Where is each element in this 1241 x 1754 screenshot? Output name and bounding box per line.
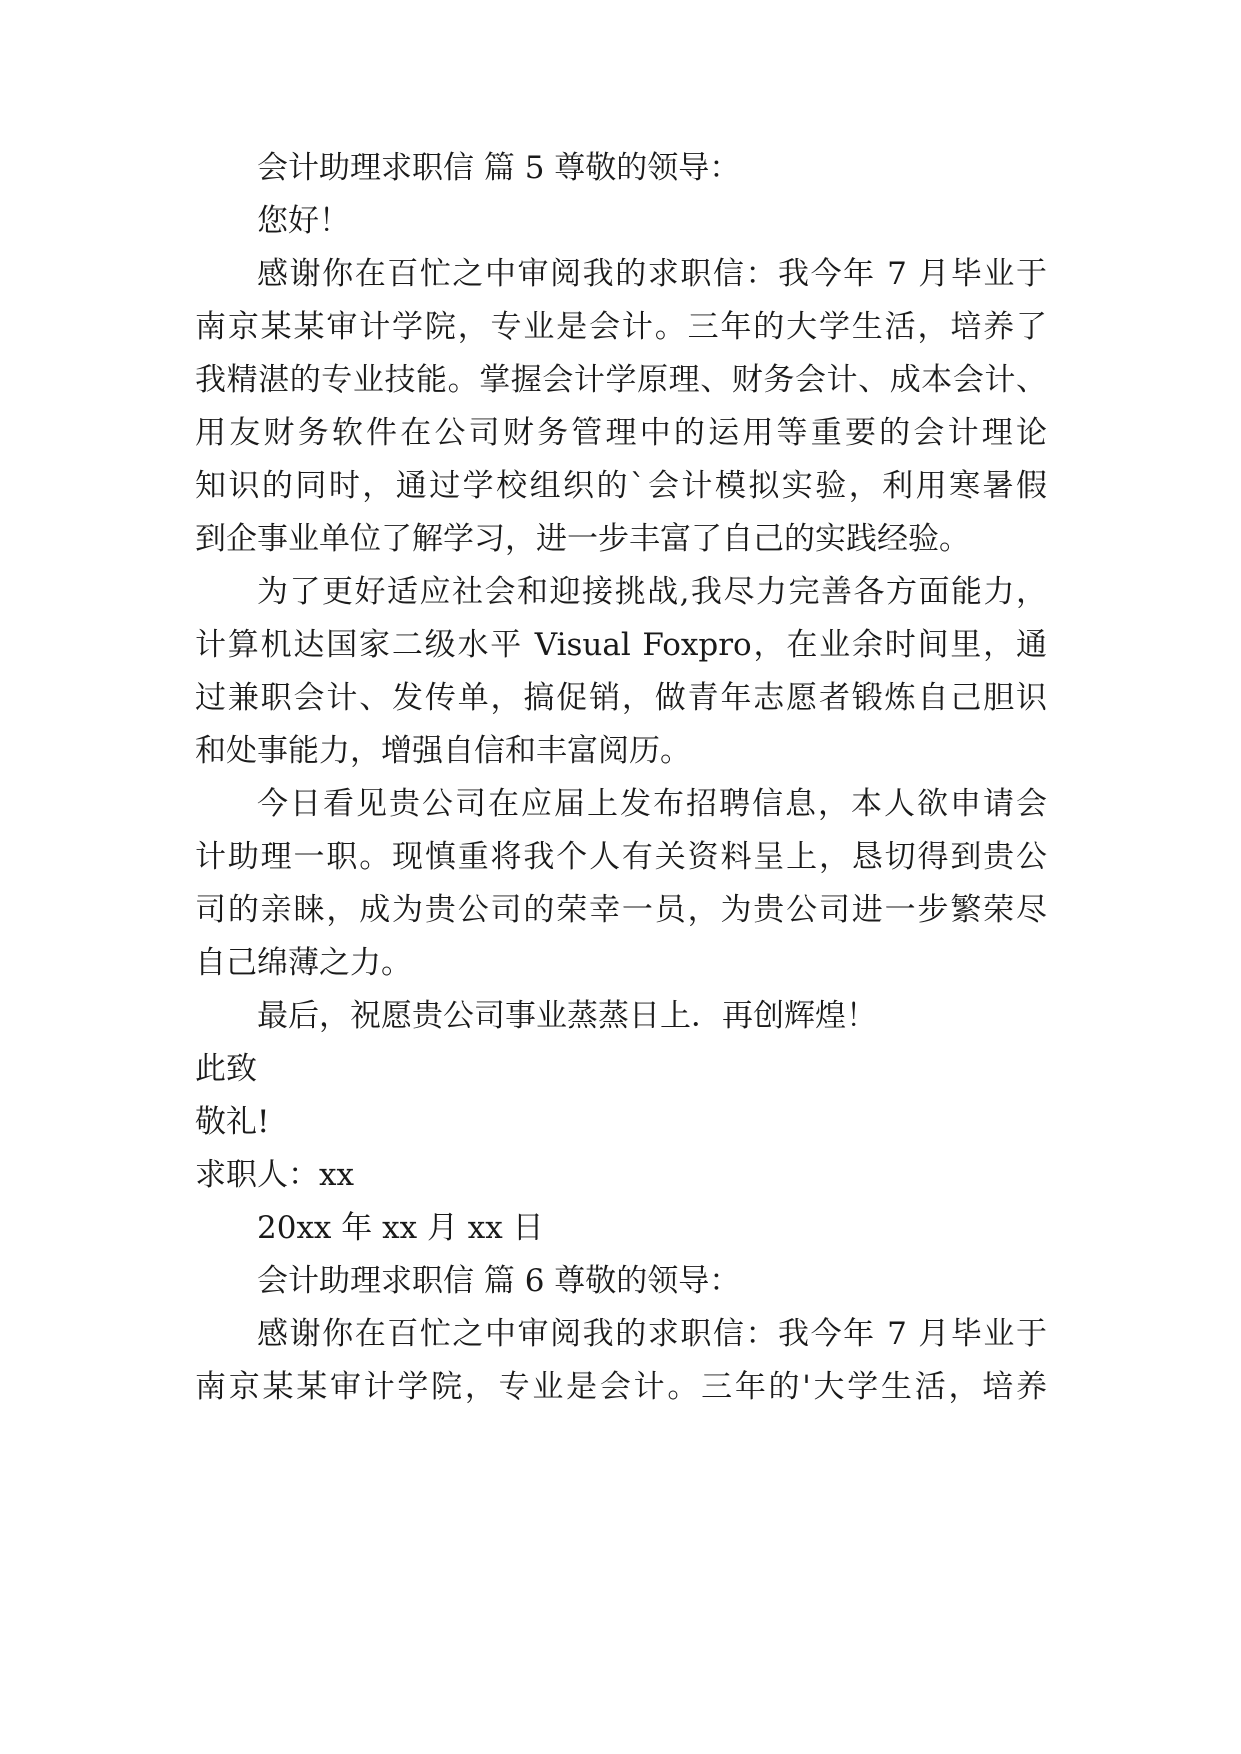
letter5-p2-line: 计算机达国家二级水平 Visual Foxpro，在业余时间里，通 — [195, 627, 1047, 663]
letter5-applicant: 求职人：xx — [195, 1157, 354, 1193]
letter5-p1-line: 感谢你在百忙之中审阅我的求职信：我今年 7 月毕业于 — [257, 256, 1047, 292]
letter6-p1-line: 南京某某审计学院，专业是会计。三年的'大学生活，培养 — [195, 1369, 1047, 1405]
letter6-heading: 会计助理求职信 篇 6 尊敬的领导： — [257, 1263, 741, 1299]
letter5-p3-line: 自己绵薄之力。 — [195, 945, 412, 981]
letter5-p2-line: 过兼职会计、发传单，搞促销，做青年志愿者锻炼自己胆识 — [195, 680, 1047, 716]
letter5-greeting: 您好！ — [257, 203, 350, 239]
letter5-date: 20xx 年 xx 月 xx 日 — [257, 1210, 544, 1246]
letter5-p2-line: 和处事能力，增强自信和丰富阅历。 — [195, 733, 691, 769]
letter5-p3-line: 计助理一职。现慎重将我个人有关资料呈上，恳切得到贵公 — [195, 839, 1047, 875]
letter5-p1-line: 知识的同时，通过学校组织的`会计模拟实验，利用寒暑假 — [195, 468, 1047, 504]
letter5-closing: 最后，祝愿贵公司事业蒸蒸日上．再创辉煌！ — [257, 998, 877, 1034]
letter5-jingli: 敬礼! — [195, 1104, 270, 1140]
letter5-p1-line: 我精湛的专业技能。掌握会计学原理、财务会计、成本会计、 — [195, 362, 1047, 398]
letter5-p3-line: 司的亲睐，成为贵公司的荣幸一员，为贵公司进一步繁荣尽 — [195, 892, 1047, 928]
letter5-cizhi: 此致 — [195, 1051, 257, 1087]
letter5-heading: 会计助理求职信 篇 5 尊敬的领导： — [257, 150, 741, 186]
letter6-p1-line: 感谢你在百忙之中审阅我的求职信：我今年 7 月毕业于 — [257, 1316, 1047, 1352]
letter5-p3-line: 今日看见贵公司在应届上发布招聘信息，本人欲申请会 — [257, 786, 1047, 822]
letter5-p2-line: 为了更好适应社会和迎接挑战,我尽力完善各方面能力， — [257, 574, 1047, 610]
letter5-p1-line: 南京某某审计学院，专业是会计。三年的大学生活，培养了 — [195, 309, 1047, 345]
letter5-p1-line: 用友财务软件在公司财务管理中的运用等重要的会计理论 — [195, 415, 1047, 451]
letter5-p1-line: 到企事业单位了解学习，进一步丰富了自己的实践经验。 — [195, 521, 970, 557]
